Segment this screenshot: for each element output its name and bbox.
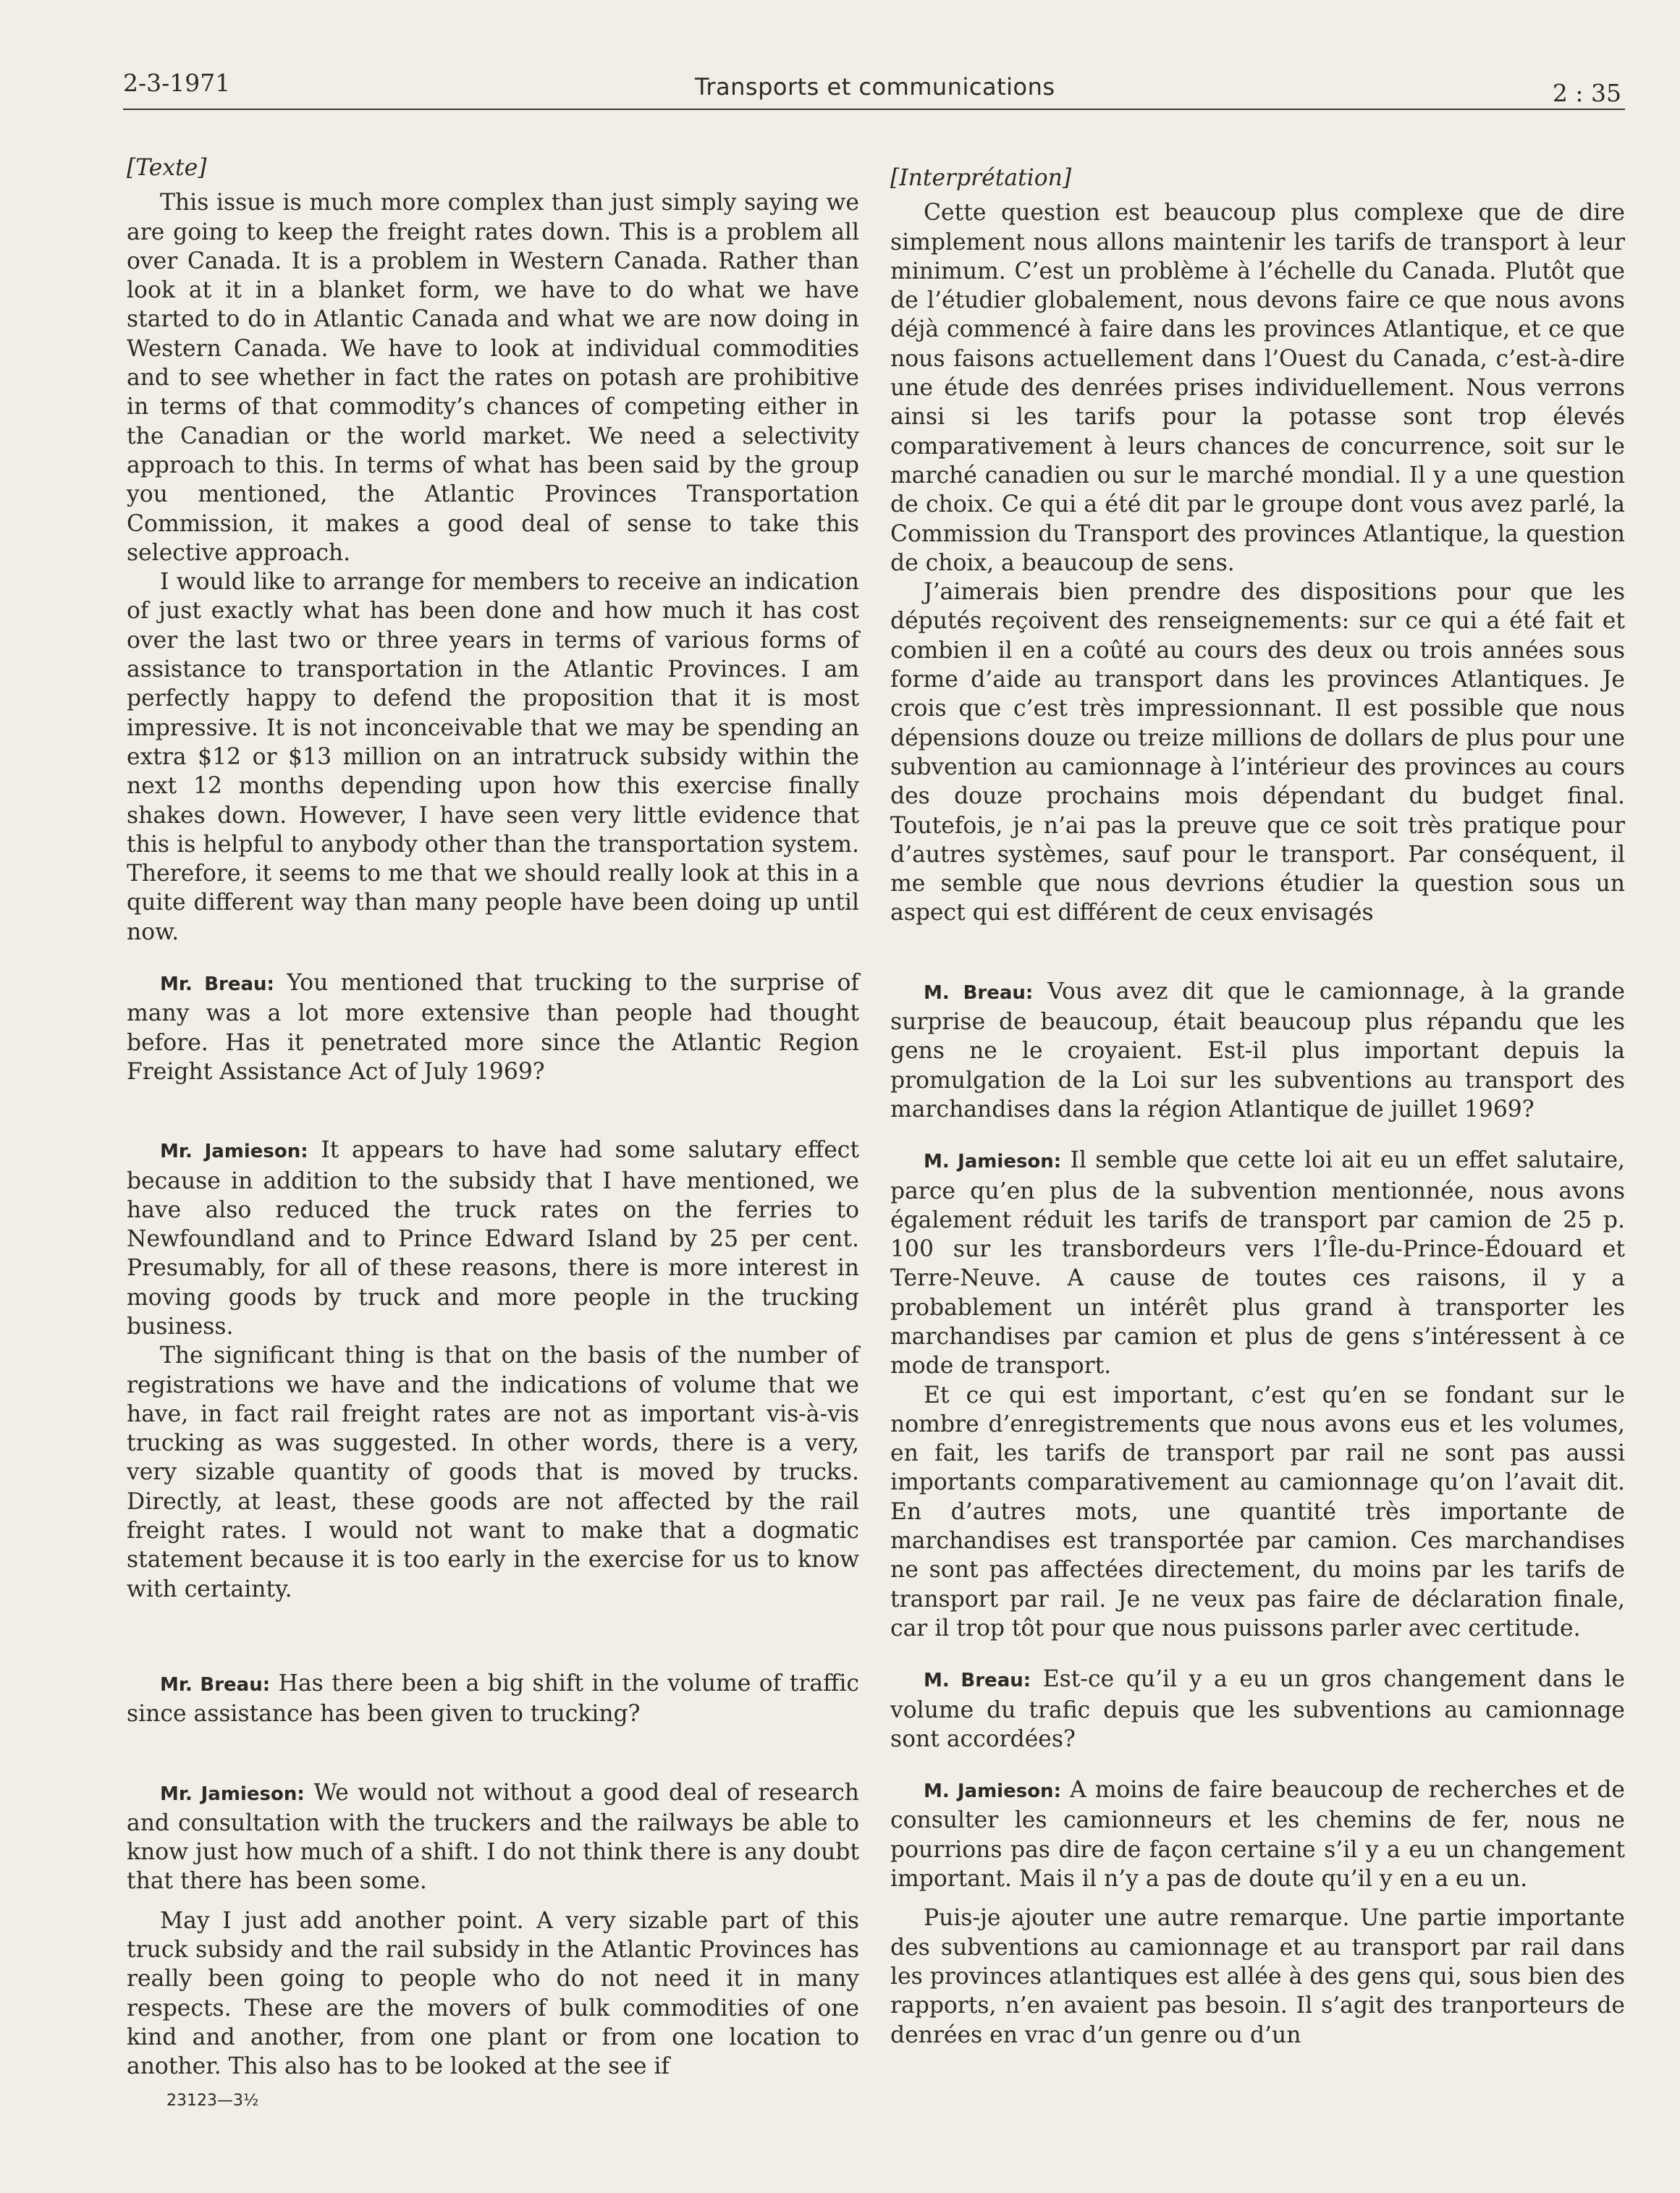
speaker-name: Mr. Jamieson: bbox=[160, 1141, 308, 1163]
paragraph: May I just add another point. A very sizable part of this truck subsidy and the rail subsidy in the Atlantic Provinces has really been going to people who do not need it in many respects. These are the movers of bulk commodities of one kind and another, from one plant or from one location to another. This also has to be looked at the see if bbox=[127, 1907, 859, 2080]
speaker-name: M. Breau: bbox=[924, 1670, 1031, 1692]
paragraph: J’aimerais bien prendre des dispositions pour que les députés reçoivent des renseignements: sur ce qui a été fait et combien il en a coûté au cours des deux ou trois années sous forme d’aide au transport dans les provinces Atlantiques. Je crois que c’est très impressionnant. Il est possible que nous dépensions douze ou treize millions de dollars de plus pour une subvention au camionnage à l’intérieur des provinces au cours des douze prochains mois dépendant du budget final. Toutefois, je n’ai pas la preuve que ce soit très pratique pour d’autres systèmes, sauf pour le transport. Par conséquent, il me semble que nous devrions étudier la question sous un aspect qui est différent de ceux envisagés bbox=[890, 579, 1625, 926]
header-title: Transports et communications bbox=[695, 73, 1055, 101]
paragraph: Cette question est beaucoup plus complexe que de dire simplement nous allons maintenir les tarifs de transport à leur minimum. C’est un problème à l’échelle du Canada. Plutôt que de l’étudier globalement, nous devons faire ce que nous avons déjà commencé à faire dans les provinces Atlantique, et ce que nous faisons actuellement dans l’Ouest du Canada, c’est-à-dire une étude des denrées prises individuellement. Nous verrons ainsi si les tarifs pour la potasse sont trop élevés comparativement à leurs chances de concurrence, soit sur le marché canadien ou sur le marché mondial. Il y a une question de choix. Ce qui a été dit par le groupe dont vous avez parlé, la Commission du Transport des provinces Atlantique, la question de choix, a beaucoup de sens. bbox=[890, 200, 1625, 576]
header-rule bbox=[123, 109, 1625, 110]
english-column bbox=[127, 153, 859, 2082]
speech-text: You mentioned that trucking to the surprise of many was a lot more extensive than people had thought before. Has it penetrated more since the Atlantic Region Freight Assistance Act of July 1969? bbox=[127, 970, 859, 1085]
speech-jamieson-2 bbox=[127, 1778, 859, 1896]
speech-breau-2 bbox=[890, 1665, 1625, 1754]
interpretation-marker: [Interprétation] bbox=[890, 165, 1072, 191]
speech-text: Has there been a big shift in the volume of traffic since assistance has been given to trucking? bbox=[127, 1670, 859, 1728]
speaker-name: M. Jamieson: bbox=[924, 1780, 1061, 1803]
paragraph: I would like to arrange for members to receive an indication of just exactly what has been done and how much it has cost over the last two or three years in terms of various forms of assistance to transportation in the Atlantic Provinces. I am perfectly happy to defend the proposition that it is most impressive. It is not inconceivable that we may be spending an extra $12 or $13 million on an intratruck subsidy within the next 12 months depending upon how this exercise finally shakes down. However, I have seen very little evidence that this is helpful to anybody other than the transportation system. Therefore, it seems to me that we should really look at this in a quite different way than many people have been doing up until now. bbox=[127, 569, 859, 945]
speech-jamieson-1 bbox=[127, 1136, 859, 1341]
french-column bbox=[890, 153, 1625, 2050]
text-marker: [Texte] bbox=[127, 155, 207, 181]
speech-text: Est-ce qu’il y a eu un gros changement dans le volume du trafic depuis que les subventions au camionnage sont accordées? bbox=[890, 1666, 1626, 1752]
header-page-number: 2 : 35 bbox=[1552, 79, 1621, 107]
speech-text: Il semble que cette loi ait eu un effet salutaire, parce qu’en plus de la subvention mentionnée, nous avons également réduit les tarifs de transport par camion de 25 p. 100 sur les transbordeurs vers l’Île-du-Prince-Édouard et Terre-Neuve. A cause de toutes ces raisons, il y a probablement un intérêt plus grand à transporter les marchandises par camion et plus de gens s’intéressent à ce mode de transport. bbox=[890, 1147, 1626, 1379]
speaker-name: M. Jamieson: bbox=[924, 1151, 1062, 1173]
speaker-name: Mr. Breau: bbox=[160, 1673, 271, 1696]
paragraph: Puis-je ajouter une autre remarque. Une partie importante des subventions au camionnage et au transport par rail dans les provinces atlantiques est allée à des gens qui, sous bien des rapports, n’en avaient pas besoin. Il s’agit des tranporteurs de denrées en vrac d’un genre ou d’un bbox=[890, 1905, 1625, 2048]
speech-breau-1 bbox=[127, 968, 859, 1086]
speech-text: It appears to have had some salutary effect because in addition to the subsidy that I have mentioned, we have also reduced the truck rates on the ferries to Newfoundland and to Prince Edward Island by 25 per cent. Presumably, for all of these reasons, there is more interest in moving goods by truck and more people in the trucking business. bbox=[127, 1137, 859, 1340]
speech-text: Vous avez dit que le camionnage, à la grande surprise de beaucoup, était beaucoup plus répandu que les gens ne le croyaient. Est-il plus important depuis la promulgation de la Loi sur les subventions au transport des marchandises dans la région Atlantique de juillet 1969? bbox=[890, 978, 1626, 1123]
paragraph: This issue is much more complex than just simply saying we are going to keep the freight rates down. This is a problem all over Canada. It is a problem in Western Canada. Rather than look at it in a blanket form, we have to do what we have started to do in Atlantic Canada and what we are now doing in Western Canada. We have to look at individual commodities and to see whether in fact the rates on potash are prohibitive in terms of that commodity’s chances of competing either in the Canadian or the world market. We need a selectivity approach to this. In terms of what has been said by the group you mentioned, the Atlantic Provinces Transportation Commission, it makes a good deal of sense to take this selective approach. bbox=[127, 190, 859, 566]
paragraph: The significant thing is that on the basis of the number of registrations we have and the indications of volume that we have, in fact rail freight rates are not as important vis-à-vis trucking as was suggested. In other words, there is a very, very sizable quantity of goods that is moved by trucks. Directly, at least, these goods are not affected by the rail freight rates. I would not want to make that a dogmatic statement because it is too early in the exercise for us to know with certainty. bbox=[127, 1343, 859, 1602]
header-date: 2-3-1971 bbox=[123, 69, 231, 97]
speech-text: A moins de faire beaucoup de recherches et de consulter les camionneurs et les chemins de fer, nous ne pourrions pas dire de façon certaine s’il y a eu un changement important. Mais il n’y a pas de doute qu’il y en a eu un. bbox=[890, 1777, 1626, 1893]
speech-breau-2 bbox=[127, 1669, 859, 1729]
speech-jamieson-1 bbox=[890, 1146, 1625, 1380]
speaker-name: M. Breau: bbox=[924, 981, 1034, 1004]
speech-text: We would not without a good deal of research and consultation with the truckers and the railways be able to know just how much of a shift. I do not think there is any doubt that there has been some. bbox=[127, 1779, 859, 1895]
footer-code: 23123—3½ bbox=[166, 2092, 259, 2110]
speech-breau-1 bbox=[890, 977, 1625, 1124]
speaker-name: Mr. Breau: bbox=[160, 973, 274, 996]
speaker-name: Mr. Jamieson: bbox=[160, 1783, 305, 1805]
paragraph: Et ce qui est important, c’est qu’en se fondant sur le nombre d’enregistrements que nous avons eus et les volumes, en fait, les tarifs de transport par rail ne sont pas aussi importants comparativement au camionnage qu’on l’avait dit. En d’autres mots, une quantité très importante de marchandises est transportée par camion. Ces marchandises ne sont pas affectées directement, du moins par les tarifs de transport par rail. Je ne veux pas faire de déclaration finale, car il trop tôt pour que nous puissons parler avec certitude. bbox=[890, 1382, 1625, 1641]
page-header bbox=[123, 69, 1621, 112]
speech-jamieson-2 bbox=[890, 1775, 1625, 1893]
